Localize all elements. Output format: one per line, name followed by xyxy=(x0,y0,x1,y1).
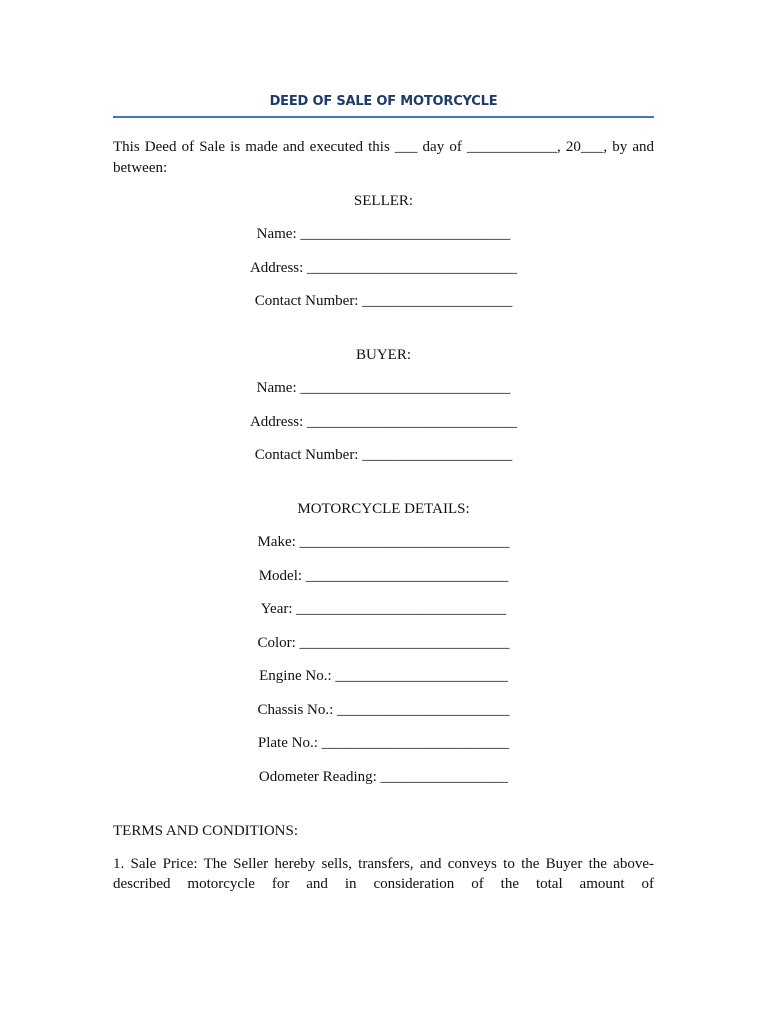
intro-paragraph: This Deed of Sale is made and executed this ___ day of ____________, 20___, by and between: xyxy=(113,139,654,176)
terms-heading: TERMS AND CONDITIONS: xyxy=(113,823,299,839)
seller-name-field: Name: ____________________________ xyxy=(256,226,511,242)
seller-contact-field: Contact Number: ____________________ xyxy=(254,293,513,309)
seller-heading: SELLER: xyxy=(353,193,414,209)
document-title: DEED OF SALE OF MOTORCYCLE xyxy=(269,94,498,109)
motorcycle-engine-field: Engine No.: _______________________ xyxy=(259,668,508,684)
buyer-heading: BUYER: xyxy=(355,347,411,363)
terms-item-1-line-1: 1. Sale Price: The Seller hereby sells, transfers, and conveys to the Buyer the above- xyxy=(113,856,654,872)
buyer-contact-field: Contact Number: ____________________ xyxy=(254,447,513,463)
motorcycle-model-field: Model: ___________________________ xyxy=(258,568,509,584)
terms-item-1-line-2: described motorcycle for and in consideration of the total amount of xyxy=(113,876,654,892)
motorcycle-color-field: Color: ____________________________ xyxy=(257,635,510,651)
motorcycle-plate-field: Plate No.: _________________________ xyxy=(257,735,510,751)
motorcycle-chassis-field: Chassis No.: _______________________ xyxy=(257,702,510,718)
motorcycle-year-field: Year: ____________________________ xyxy=(260,601,507,617)
title-underline xyxy=(113,116,654,118)
seller-address-field: Address: ____________________________ xyxy=(249,260,518,276)
buyer-name-field: Name: ____________________________ xyxy=(256,380,511,396)
motorcycle-make-field: Make: ____________________________ xyxy=(257,534,510,550)
motorcycle-heading: MOTORCYCLE DETAILS: xyxy=(297,501,470,517)
motorcycle-odometer-field: Odometer Reading: _________________ xyxy=(258,769,509,785)
buyer-address-field: Address: ____________________________ xyxy=(249,414,518,430)
